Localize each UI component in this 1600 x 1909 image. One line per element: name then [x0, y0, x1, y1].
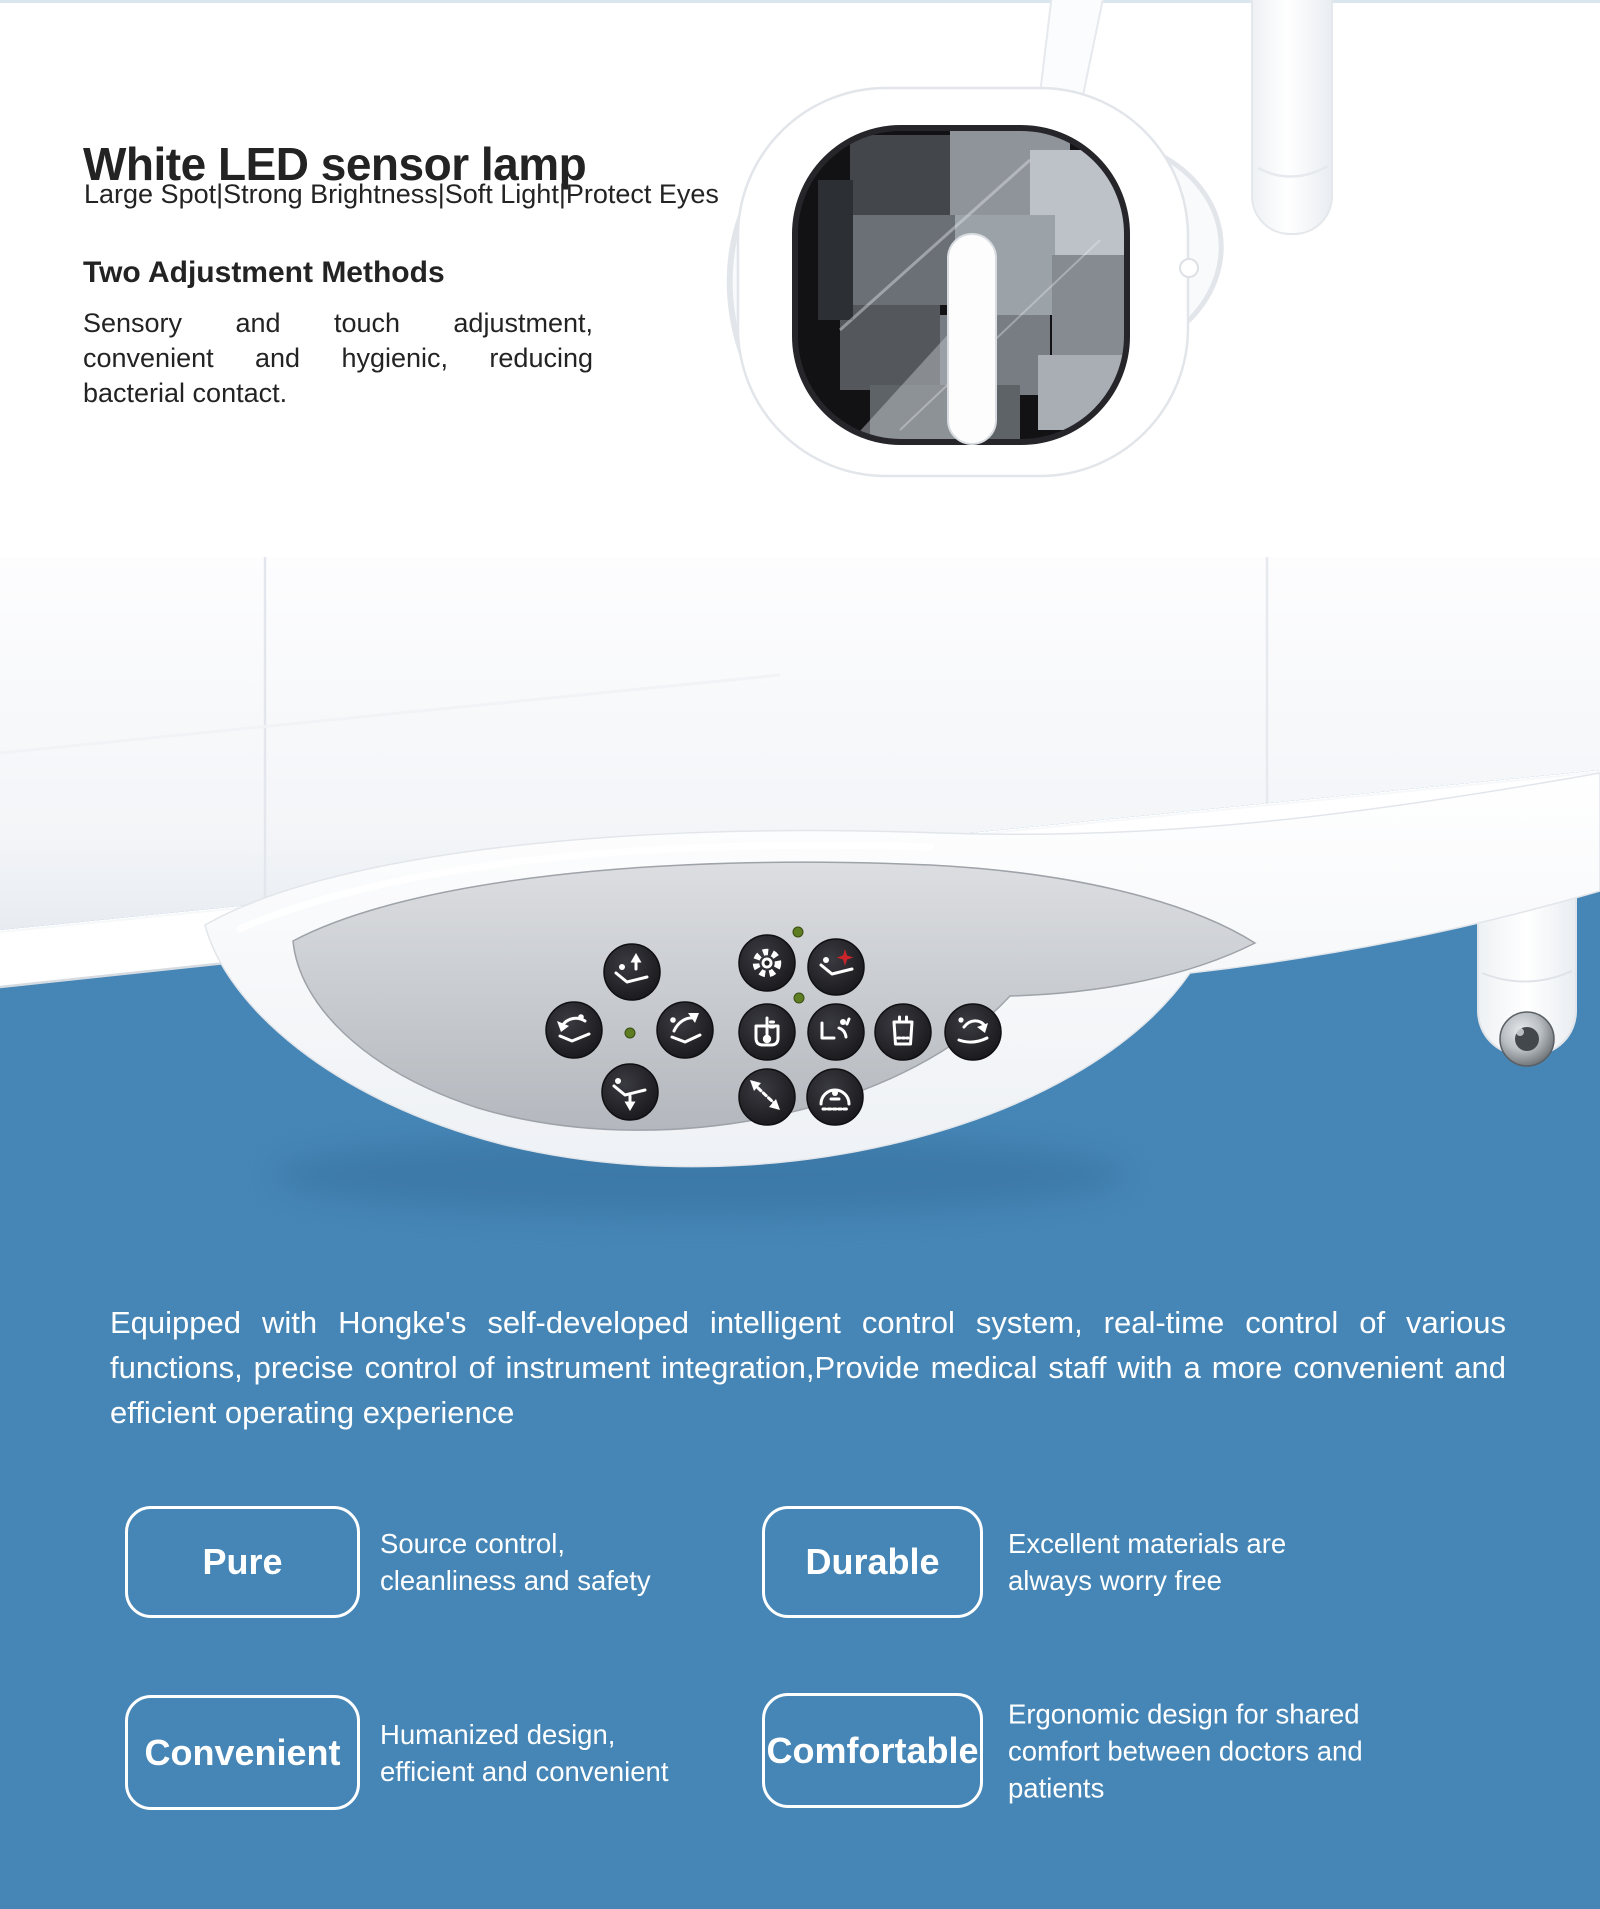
feature-description-durable: Excellent materials are always worry free: [1008, 1528, 1287, 1596]
chair-down-button: [602, 1064, 658, 1120]
feature-box-pure: [125, 1506, 360, 1618]
lamp-head: [738, 88, 1198, 476]
feature-label: Pure: [202, 1541, 283, 1582]
program-move-button: [739, 1069, 795, 1125]
lamp-arm-tube: [1040, 0, 1104, 100]
settings-indicator-led: [793, 927, 803, 937]
page-subtitle: Large Spot|Strong Brightness|Soft Light|Protect Eyes: [84, 179, 719, 209]
feature-box-durable: [762, 1506, 983, 1618]
feature-box-comfortable: [762, 1693, 983, 1808]
settings-button: [739, 935, 795, 991]
feature-description-comfortable: Ergonomic design for shared comfort between doctors and patients: [1008, 1698, 1363, 1804]
lamp-center-handle: [948, 234, 996, 444]
auto-position-button: [808, 939, 864, 995]
section-heading: Two Adjustment Methods: [83, 256, 445, 289]
panel-indicator-led: [794, 993, 804, 1003]
intro-paragraph: Equipped with Hongke's self-developed intelligent control system, real-time control of various functions, precise control of instrument integration,Provide medical staff with a more convenient and efficient operating experience: [110, 1305, 1506, 1430]
control-panel-photo: [0, 557, 1600, 1270]
backrest-up-button: [657, 1002, 713, 1058]
oral-light-button: [807, 1069, 863, 1125]
cup-filling-button: [875, 1004, 931, 1060]
spittoon-flush-button: [808, 1004, 864, 1060]
lamp-side-knob: [1180, 259, 1198, 277]
chair-up-button: [604, 944, 660, 1000]
feature-label: Comfortable: [766, 1729, 979, 1771]
lamp-photo: [700, 0, 1420, 520]
feature-label: Durable: [805, 1541, 940, 1582]
dpad-indicator-led: [625, 1028, 635, 1038]
feature-description-pure: Source control, cleanliness and safety: [380, 1528, 651, 1596]
feature-description-convenient: Humanized design, efficient and convenient: [380, 1719, 669, 1787]
water-heating-button: [739, 1004, 795, 1060]
position-return-button: [945, 1004, 1001, 1060]
feature-label: Convenient: [144, 1731, 341, 1773]
backrest-down-button: [546, 1002, 602, 1058]
feature-box-convenient: [125, 1695, 360, 1810]
page-title: White LED sensor lamp: [83, 137, 587, 190]
section-body-text: Sensory and touch adjustment, convenient and hygienic, reducing bacterial contact.: [83, 308, 593, 408]
lamp-support-pole: [1252, 0, 1332, 234]
features-section: [0, 1270, 1600, 1909]
